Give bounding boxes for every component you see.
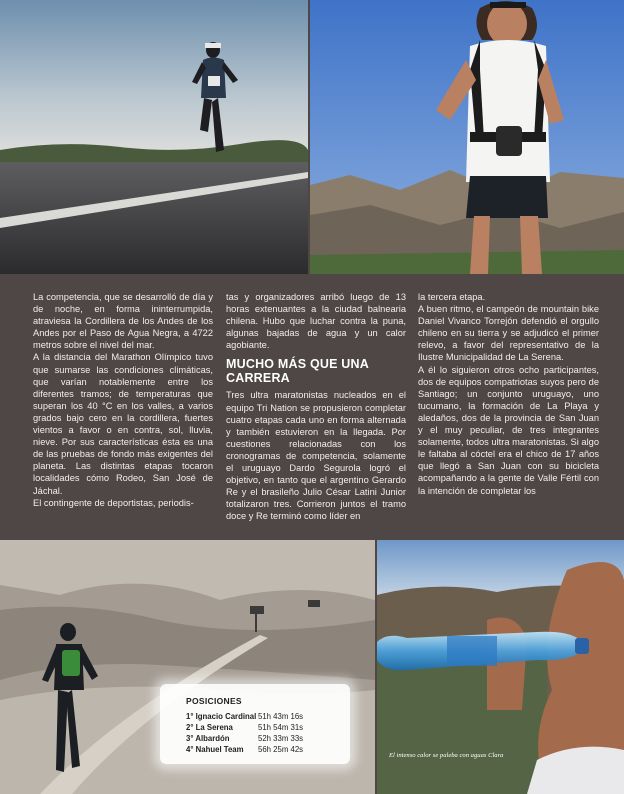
position-name: 1° Ignacio Cardinal bbox=[186, 712, 257, 721]
paragraph: Tres ultra maratonistas nucleados en el equipo Tri Nation se propusieron completar cuatro etapas cada uno en forma alternada y también estuvieron en la llegada. Por cuestiones relacionadas con los cronogramas de competencia, solamente el uruguayo Dardo Segurola logró el objetivo, en tanto que el argentino Gerardo Re y el brasileño Julio César Latini Junior totalizaron tres. Corrieron juntos el tramo doce y Re terminó como líder en bbox=[226, 390, 406, 522]
paragraph: A él lo siguieron otros ocho participantes, dos de equipos compatriotas suyos pero de Santiago; un conjunto uruguayo, uno tucumano, la formación de La Playa y aledaños, dos de la provincia de San Juan y el muy peculiar, de tres integrantes solamente, todos ultra maratonistas. Si algo le faltaba al cóctel era el chico de 17 años que llegó a San Juan con su bicicleta acompañando a la gente de Valle Fértil con la intención de completar los bbox=[418, 364, 599, 496]
article-column-3 bbox=[418, 291, 599, 497]
position-name: 4° Nahuel Team bbox=[186, 745, 244, 754]
runner-with-backpack-photo bbox=[310, 0, 624, 274]
paragraph: A buen ritmo, el campeón de mountain bike Daniel Vivanco Torrejón defendió el orgullo chileno en su tierra y se adjudicó el primer relevo, a favor del representativo de la Ilustre Municipalidad de La Serena. bbox=[418, 304, 599, 363]
positions-row bbox=[186, 712, 304, 721]
positions-row bbox=[186, 734, 304, 743]
section-heading: MUCHO MÁS QUE UNA CARRERA bbox=[226, 357, 369, 386]
position-time: 56h 25m 42s bbox=[258, 745, 304, 754]
photo-caption: El intenso calor se paleba con aguas Clara bbox=[389, 752, 504, 759]
paragraph: A la distancia del Marathon Olímpico tuvo que sumarse las condiciones climáticas, que varían notablemente entre los diferentes tramos; de temperaturas que superan los 40 °C en los valles, a varios grados bajo cero en la cordillera, fuertes vientos a favor o en contra, sol, lluvia, nieve. Por sus características ésta es una de las pruebas de fondo más exigentes del planeta. Las distintas etapas tocaron localidades cómo Rodeo, San José de Jáchal. bbox=[33, 352, 213, 496]
positions-box bbox=[160, 684, 350, 764]
position-name: 3° Albardón bbox=[186, 734, 230, 743]
position-time: 51h 54m 31s bbox=[258, 723, 304, 732]
article-column-1 bbox=[33, 291, 213, 509]
paragraph: El contingente de deportistas, periodis- bbox=[33, 497, 194, 508]
paragraph: tas y organizadores arribó luego de 13 horas extenuantes a la ciudad balnearia chilena. Hubo que luchar contra la puna, algunas bajadas de agua y un calor agobiante. bbox=[226, 292, 406, 351]
paragraph: La competencia, que se desarrolló de día y de noche, en forma ininterrumpida, atraviesa la Cordillera de los Andes de los Andes por el Paso de Agua Negra, a 4722 metros sobre el nivel del mar. bbox=[33, 292, 213, 351]
positions-row bbox=[186, 723, 304, 732]
position-name: 2° La Serena bbox=[186, 723, 233, 732]
paragraph: la tercera etapa. bbox=[418, 292, 486, 302]
positions-title: POSICIONES bbox=[186, 696, 242, 706]
runner-on-road-photo bbox=[0, 0, 308, 274]
positions-row bbox=[186, 745, 304, 754]
position-time: 52h 33m 33s bbox=[258, 734, 304, 743]
article-column-2 bbox=[226, 291, 406, 523]
position-time: 51h 43m 16s bbox=[258, 712, 304, 721]
